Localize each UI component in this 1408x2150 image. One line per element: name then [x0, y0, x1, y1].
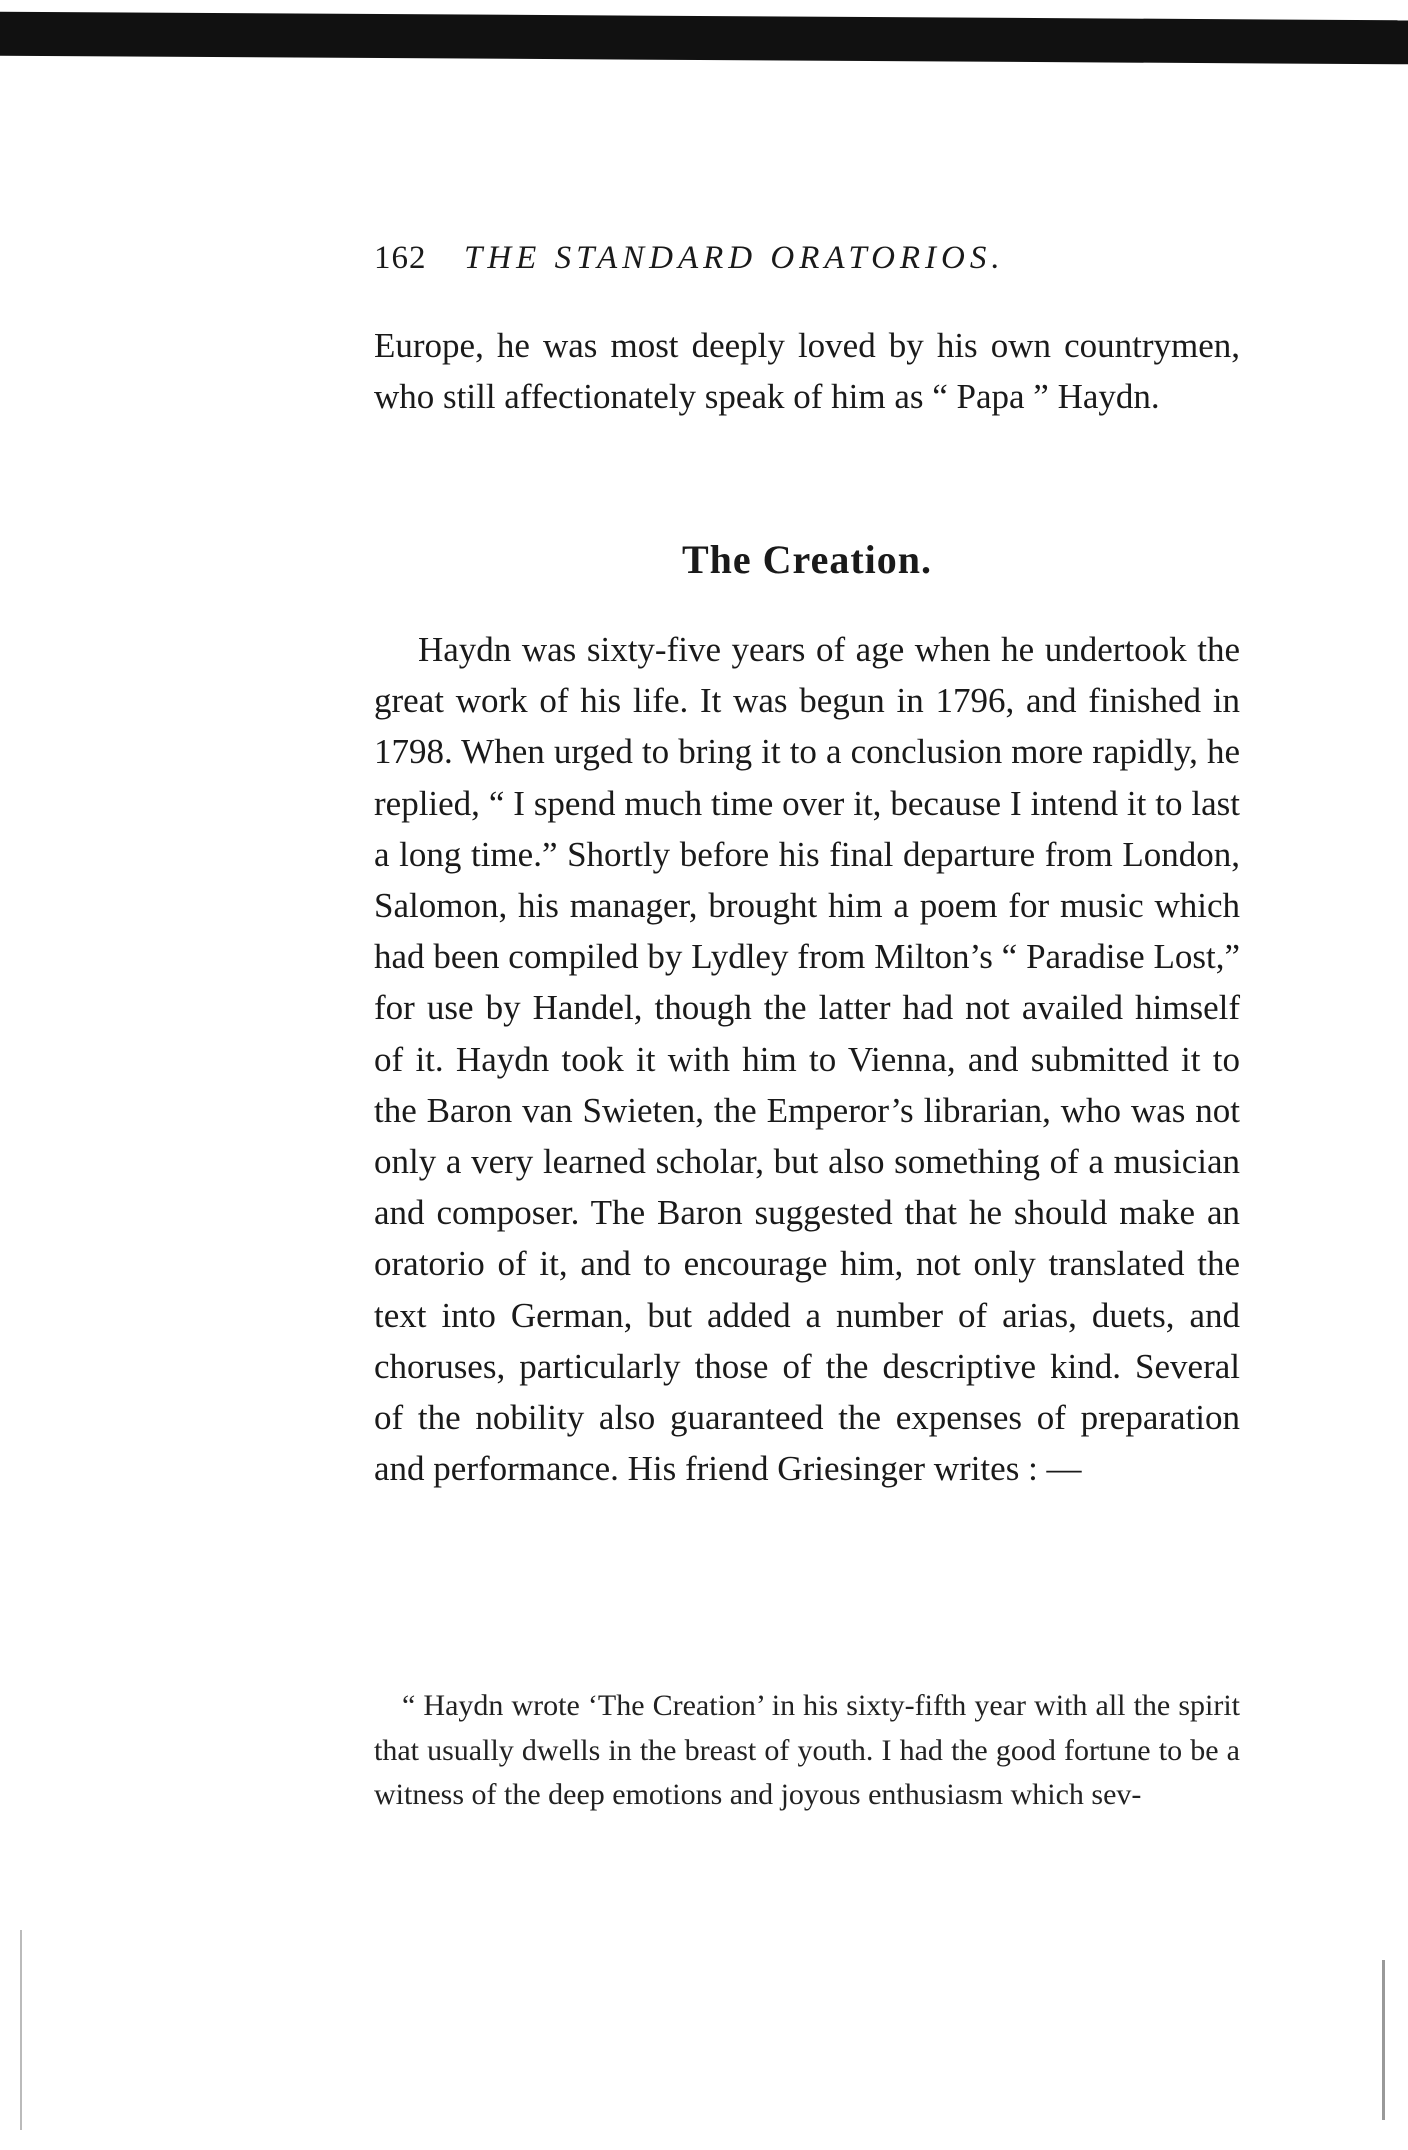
scan-top-border	[0, 12, 1408, 65]
scan-artifact-right	[1382, 1960, 1385, 2120]
section-title: The Creation.	[681, 537, 933, 582]
page-header	[374, 240, 1234, 290]
scan-artifact-left	[20, 1930, 22, 2130]
quote-paragraph: “ Haydn wrote ‘The Creation’ in his sixty-fifth year with all the spirit that usually dwells in the breast of youth. I had the good fortune to be a witness of the deep emotions and joyous enthusiasm which sev-	[374, 1689, 1240, 1811]
page-number: 162	[374, 240, 427, 276]
running-head: THE STANDARD ORATORIOS.	[464, 240, 1005, 276]
body-paragraph: Haydn was sixty-five years of age when he undertook the great work of his life. It was begun in 1796, and finished in 1798. When urged to bring it to a conclusion more rapidly, he replied, “ I spend much time over it, because I intend it to last a long time.” Shortly before his final departure from London, Salomon, his manager, brought him a poem for music which had been compiled by Lydley from Milton’s “ Paradise Lost,” for use by Handel, though the latter had not availed himself of it. Haydn took it with him to Vienna, and submitted it to the Baron van Swieten, the Emperor’s librarian, who was not only a very learned scholar, but also something of a musician and composer. The Baron suggested that he should make an oratorio of it, and to encourage him, not only translated the text into German, but added a number of arias, duets, and choruses, particularly those of the descriptive kind. Several of the nobility also guaranteed the expenses of preparation and performance. His friend Griesinger writes : —	[374, 630, 1240, 1489]
intro-paragraph: Europe, he was most deeply loved by his own countrymen, who still affectionately speak of him as “ Papa ” Haydn.	[374, 326, 1240, 417]
